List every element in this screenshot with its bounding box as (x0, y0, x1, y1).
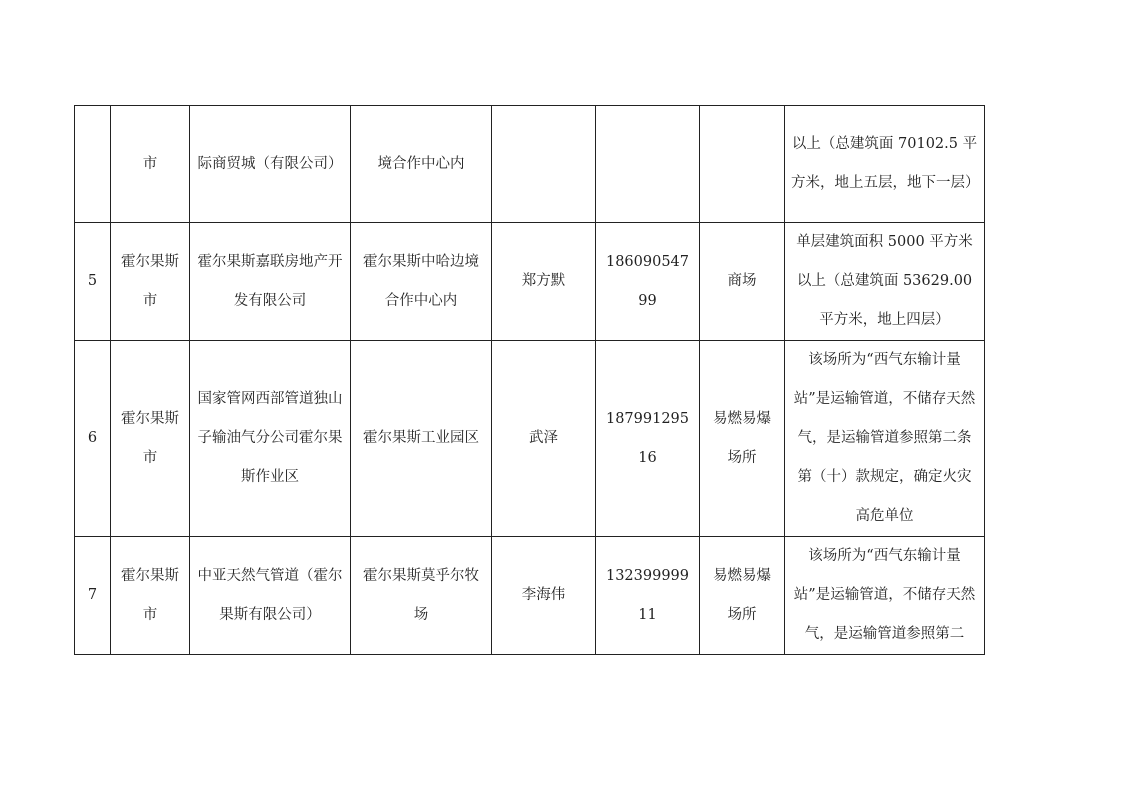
table-row (75, 537, 985, 655)
cell-phone: 13239999911 (596, 537, 700, 655)
table-row (75, 341, 985, 537)
cell-note: 该场所为“西气东输计量站”是运输管道，不储存天然气，是运输管道参照第二条第（十）款规定，确定火灾高危单位 (785, 341, 985, 537)
cell-city: 市 (111, 106, 190, 223)
cell-city: 霍尔果斯市 (111, 341, 190, 537)
cell-no: 5 (75, 223, 111, 341)
cell-no: 7 (75, 537, 111, 655)
cell-note: 单层建筑面积 5000 平方米以上（总建筑面 53629.00 平方米，地上四层） (785, 223, 985, 341)
cell-address: 境合作中心内 (351, 106, 492, 223)
table-row (75, 106, 985, 223)
cell-contact: 李海伟 (492, 537, 596, 655)
cell-contact: 武泽 (492, 341, 596, 537)
cell-phone: 18609054799 (596, 223, 700, 341)
cell-address: 霍尔果斯工业园区 (351, 341, 492, 537)
cell-no (75, 106, 111, 223)
cell-address: 霍尔果斯中哈边境合作中心内 (351, 223, 492, 341)
cell-phone (596, 106, 700, 223)
cell-unit: 际商贸城（有限公司） (190, 106, 351, 223)
fire-risk-unit-table (74, 105, 985, 655)
cell-city: 霍尔果斯市 (111, 223, 190, 341)
cell-category: 易燃易爆场所 (700, 537, 785, 655)
cell-category (700, 106, 785, 223)
cell-contact: 郑方默 (492, 223, 596, 341)
cell-unit: 国家管网西部管道独山子输油气分公司霍尔果斯作业区 (190, 341, 351, 537)
cell-no: 6 (75, 341, 111, 537)
cell-category: 易燃易爆场所 (700, 341, 785, 537)
cell-city: 霍尔果斯市 (111, 537, 190, 655)
cell-unit: 霍尔果斯嘉联房地产开发有限公司 (190, 223, 351, 341)
cell-category: 商场 (700, 223, 785, 341)
cell-contact (492, 106, 596, 223)
table-row (75, 223, 985, 341)
cell-phone: 18799129516 (596, 341, 700, 537)
cell-address: 霍尔果斯莫乎尔牧场 (351, 537, 492, 655)
cell-unit: 中亚天然气管道（霍尔果斯有限公司） (190, 537, 351, 655)
cell-note: 该场所为“西气东输计量站”是运输管道，不储存天然气，是运输管道参照第二 (785, 537, 985, 655)
cell-note: 以上（总建筑面 70102.5 平方米，地上五层，地下一层） (785, 106, 985, 223)
